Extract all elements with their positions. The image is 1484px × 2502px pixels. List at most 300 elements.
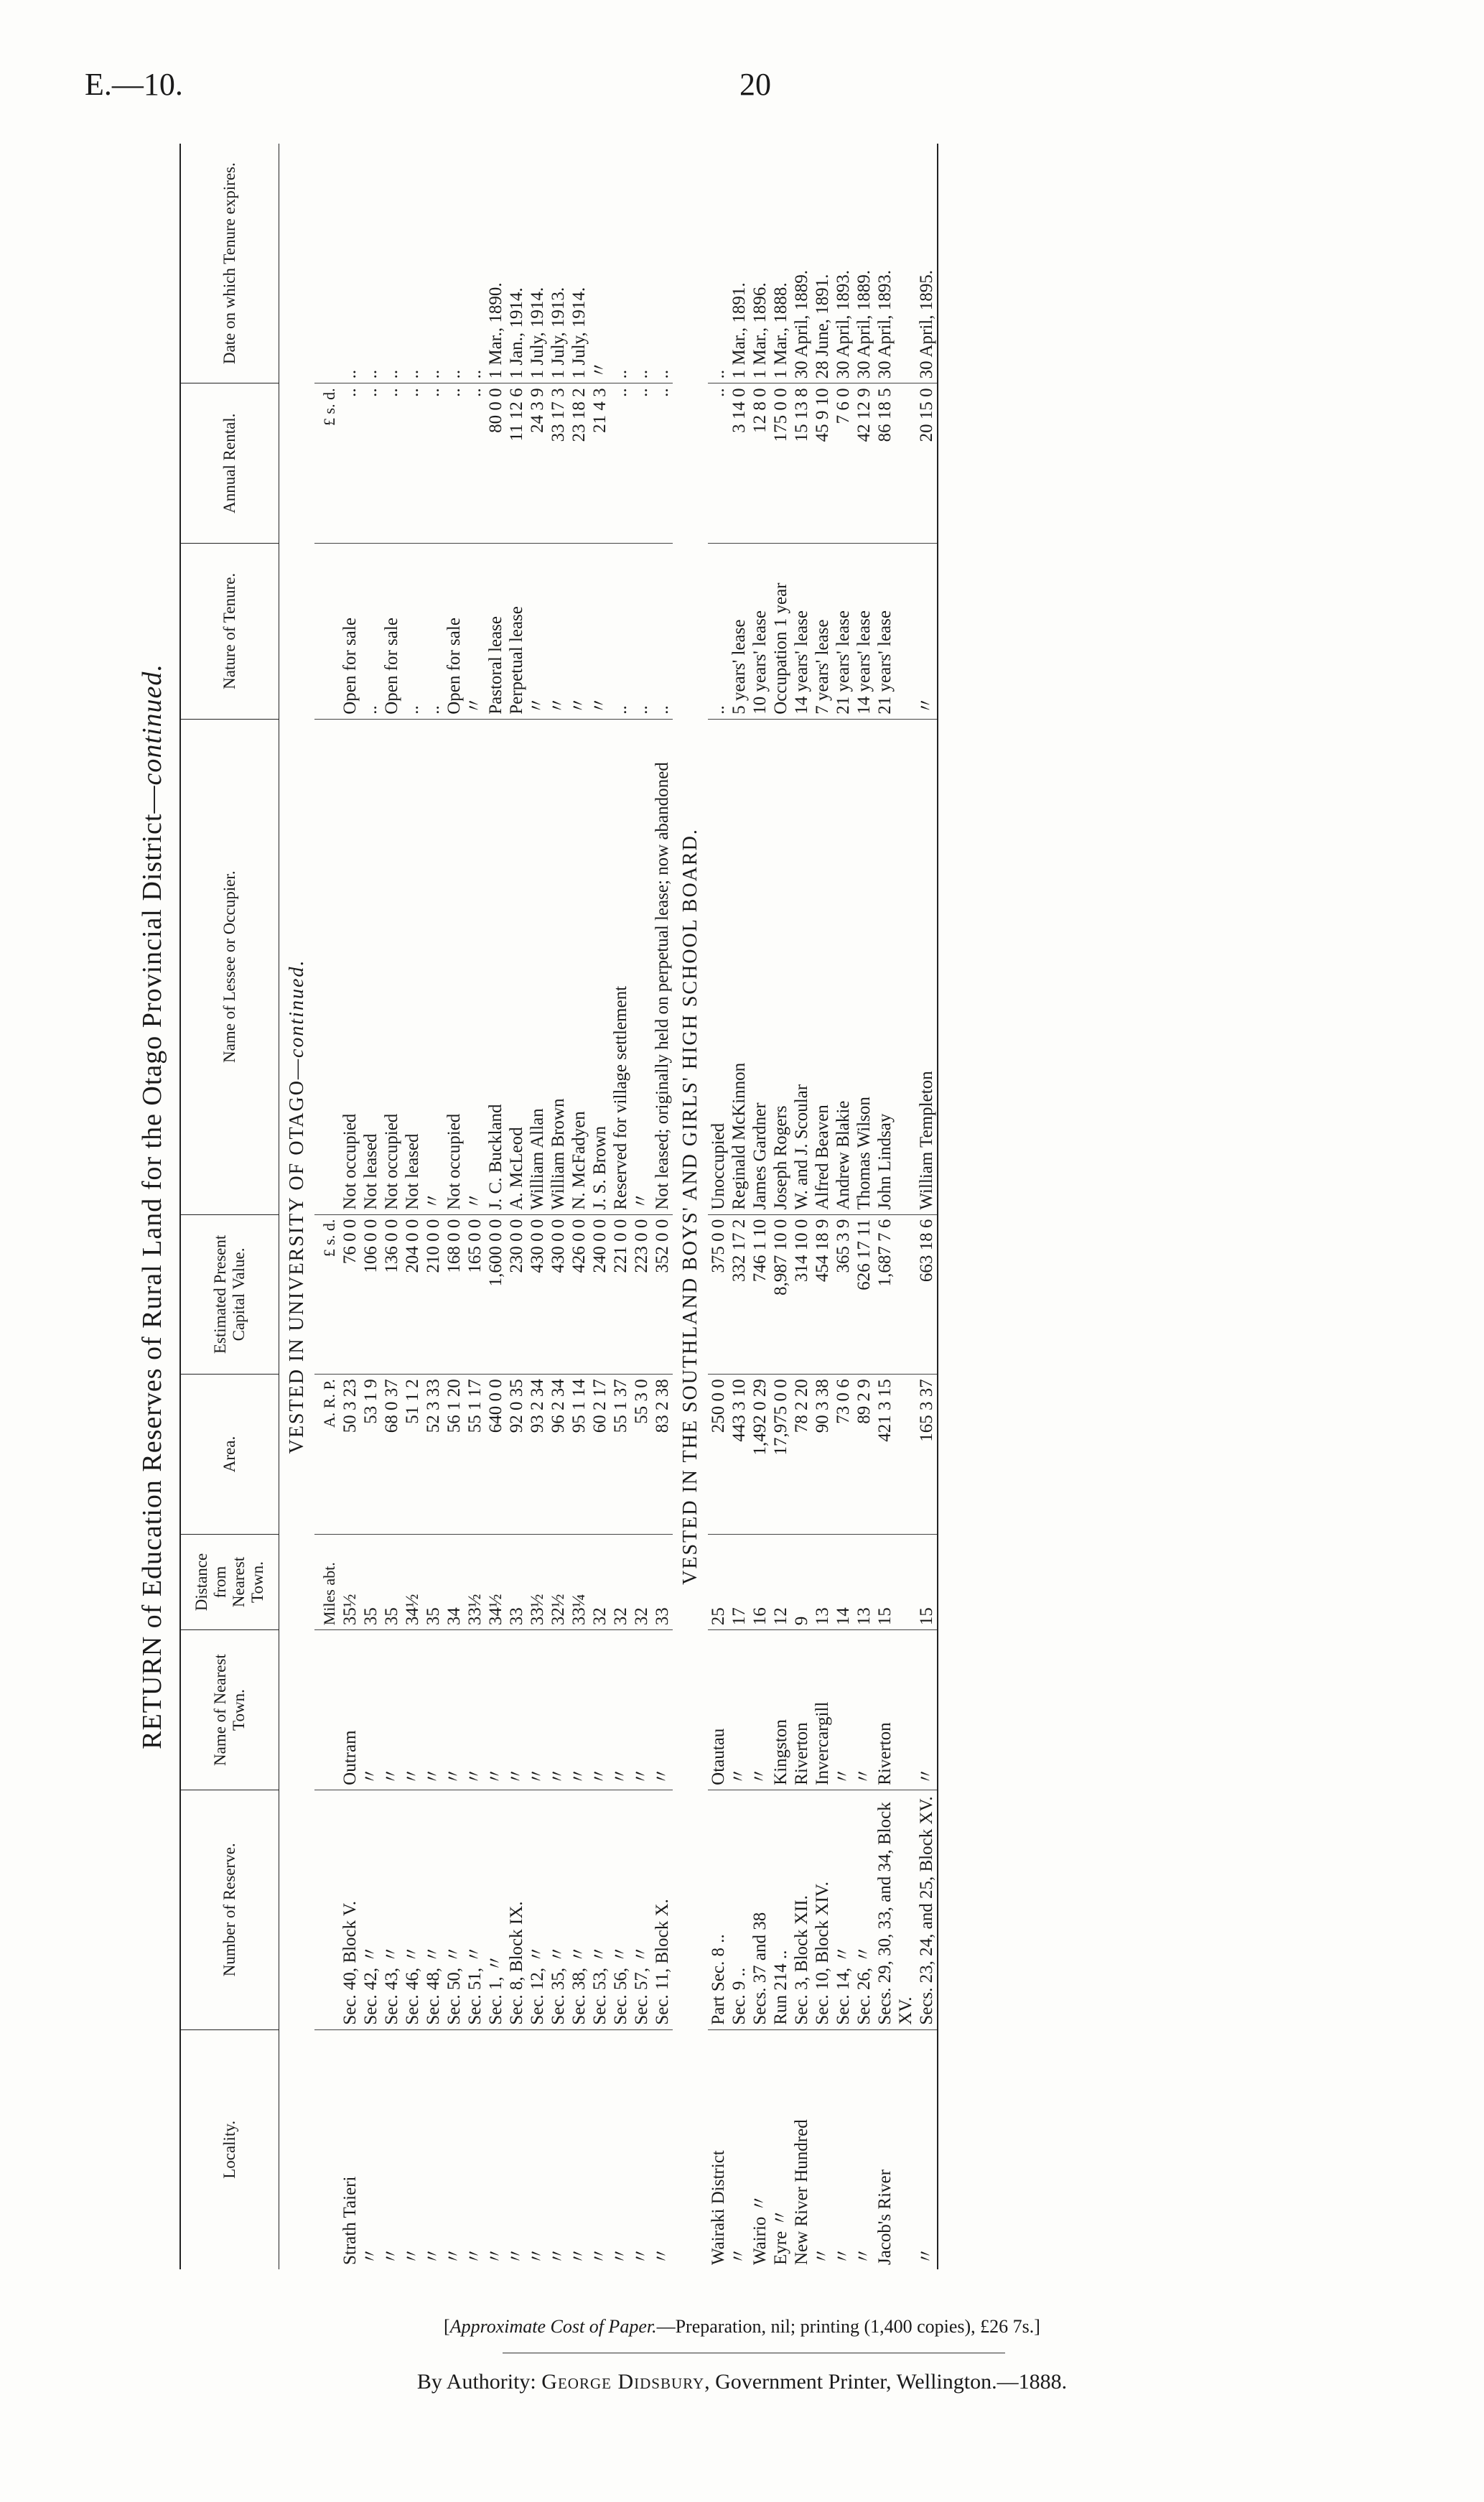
cell-tenure: 5 years' lease [729, 543, 750, 719]
cell-rental: 15 13 8 [791, 383, 812, 544]
cell-lessee: Not leased; originally held on perpetual lease; now abandoned [652, 719, 673, 1214]
cell-area: 68 0 37 [381, 1375, 402, 1535]
cell-area: 92 0 35 [506, 1375, 527, 1535]
cell-value: 204 0 0 [402, 1214, 423, 1375]
cell-area: 50 3 23 [340, 1375, 360, 1535]
cell-rental: 33 17 3 [548, 383, 569, 544]
section-heading: VESTED IN THE SOUTHLAND BOYS' AND GIRLS' HIGH SCHOOL BOARD. [679, 828, 701, 1585]
cell-tenure: 21 years' lease [874, 543, 916, 719]
cell-expires: .. [402, 144, 423, 383]
cell-value: 8,987 10 0 [770, 1214, 791, 1375]
cell-town: 〃 [465, 1630, 485, 1790]
cell-town: 〃 [381, 1630, 402, 1790]
cell-reserve: Sec. 14, 〃 [833, 1790, 854, 2029]
cell-distance: 33 [506, 1534, 527, 1630]
cell-tenure: Open for sale [444, 543, 465, 719]
cell-lessee: Not occupied [340, 719, 360, 1214]
col-header: Area. [180, 1375, 279, 1535]
cell-rental: 45 9 10 [812, 383, 833, 544]
col-header: Annual Rental. [180, 383, 279, 544]
cell-locality: 〃 [834, 2246, 853, 2265]
cell-reserve: Sec. 8, Block IX. [506, 1790, 527, 2029]
cell-area: 89 2 9 [854, 1375, 874, 1535]
cell-lessee: Not leased [402, 719, 423, 1214]
cell-distance: 33½ [465, 1534, 485, 1630]
cell-locality: 〃 [632, 2246, 651, 2265]
cell-tenure: .. [708, 543, 729, 719]
cell-reserve: Sec. 10, Block XIV. [812, 1790, 833, 2029]
cell-rental: 21 4 3 [589, 383, 610, 544]
cell-distance: 35½ [340, 1534, 360, 1630]
cell-town: 〃 [610, 1630, 631, 1790]
cell-lessee: William Brown [548, 719, 569, 1214]
cell-expires: 30 April, 1893. [833, 144, 854, 383]
cell-rental: 7 6 0 [833, 383, 854, 544]
cell-distance: 25 [708, 1534, 729, 1630]
cell-locality: Wairaki District [709, 2150, 728, 2265]
cell-rental: .. [652, 383, 673, 544]
table-row [916, 144, 938, 2269]
cell-rental: .. [610, 383, 631, 544]
section-heading-row [279, 144, 315, 2269]
cell-expires: 1 July, 1914. [569, 144, 589, 383]
cell-tenure: Open for sale [381, 543, 402, 719]
cell-expires: 1 Mar., 1888. [770, 144, 791, 383]
cell-tenure: .. [652, 543, 673, 719]
table-row [465, 144, 485, 2269]
cell-area: 52 3 33 [423, 1375, 444, 1535]
cell-rental: 86 18 5 [874, 383, 916, 544]
cell-town: Invercargill [812, 1630, 833, 1790]
report-title: RETURN of Education Reserves of Rural Land for the Otago Provincial District—continued. [137, 664, 167, 1749]
cell-reserve: Sec. 53, 〃 [589, 1790, 610, 2029]
cell-value: 221 0 0 [610, 1214, 631, 1375]
cell-value: 76 0 0 [340, 1214, 360, 1375]
cell-lessee: James Gardner [750, 719, 770, 1214]
table-row [791, 144, 812, 2269]
cell-distance: 34½ [402, 1534, 423, 1630]
cell-reserve: Sec. 48, 〃 [423, 1790, 444, 2029]
cell-rental: 3 14 0 [729, 383, 750, 544]
cell-distance: 35 [360, 1534, 381, 1630]
cell-lessee: Reserved for village settlement [610, 719, 631, 1214]
cell-locality: 〃 [813, 2246, 832, 2265]
cell-lessee: W. and J. Scoular [791, 719, 812, 1214]
cell-rental: .. [423, 383, 444, 544]
cell-value: 430 0 0 [548, 1214, 569, 1375]
cell-rental: 20 15 0 [916, 383, 938, 544]
cell-reserve: Sec. 50, 〃 [444, 1790, 465, 2029]
cell-expires: 1 Mar., 1890. [485, 144, 506, 383]
cell-expires: 30 April, 1895. [916, 144, 938, 383]
table-row [569, 144, 589, 2269]
cell-tenure: 14 years' lease [791, 543, 812, 719]
cell-lessee: 〃 [631, 719, 652, 1214]
col-header: Locality. [180, 2029, 279, 2269]
cell-town: Outram [340, 1630, 360, 1790]
table-row [423, 144, 444, 2269]
cell-rental: 12 8 0 [750, 383, 770, 544]
table-row [360, 144, 381, 2269]
cell-tenure: Occupation 1 year [770, 543, 791, 719]
cell-town: Kingston [770, 1630, 791, 1790]
cell-area: 55 1 17 [465, 1375, 485, 1535]
cell-distance: 32½ [548, 1534, 569, 1630]
cell-rental: 80 0 0 [485, 383, 506, 544]
cell-town: Riverton [874, 1630, 916, 1790]
table-row [548, 144, 569, 2269]
cell-reserve: Sec. 11, Block X. [652, 1790, 673, 2029]
cell-reserve: Sec. 35, 〃 [548, 1790, 569, 2029]
cell-town: Otautau [708, 1630, 729, 1790]
cell-rental: .. [360, 383, 381, 544]
cell-tenure: 〃 [589, 543, 610, 719]
cell-expires: .. [610, 144, 631, 383]
reserves-table [179, 144, 938, 2269]
cell-distance: 12 [770, 1534, 791, 1630]
cell-locality: 〃 [653, 2246, 672, 2265]
cell-tenure: .. [402, 543, 423, 719]
cell-lessee: Thomas Wilson [854, 719, 874, 1214]
cell-reserve: Secs. 37 and 38 [750, 1790, 770, 2029]
cell-reserve: Sec. 42, 〃 [360, 1790, 381, 2029]
cell-lessee: Not occupied [444, 719, 465, 1214]
cell-expires: .. [708, 144, 729, 383]
table-row [854, 144, 874, 2269]
cell-rental: .. [708, 383, 729, 544]
cell-distance: 32 [631, 1534, 652, 1630]
cell-expires: .. [360, 144, 381, 383]
rotated-table-block [122, 129, 1091, 2284]
cell-tenure: 〃 [569, 543, 589, 719]
cell-locality: 〃 [549, 2246, 568, 2265]
cell-lessee: John Lindsay [874, 719, 916, 1214]
cell-area: 55 3 0 [631, 1375, 652, 1535]
cell-rental: 11 12 6 [506, 383, 527, 544]
cell-area: 73 0 6 [833, 1375, 854, 1535]
unit-area: A. R. P. [314, 1375, 340, 1535]
cell-expires: 1 Mar., 1891. [729, 144, 750, 383]
cell-reserve: Sec. 26, 〃 [854, 1790, 874, 2029]
cell-area: 165 3 37 [916, 1375, 938, 1535]
cell-area: 250 0 0 [708, 1375, 729, 1535]
cell-area: 56 1 20 [444, 1375, 465, 1535]
cell-locality: 〃 [729, 2246, 749, 2265]
cell-tenure: 〃 [916, 543, 938, 719]
cell-locality: 〃 [611, 2246, 630, 2265]
cell-area: 1,492 0 29 [750, 1375, 770, 1535]
cell-rental: 24 3 9 [527, 383, 548, 544]
cell-value: 223 0 0 [631, 1214, 652, 1375]
cell-lessee: 〃 [465, 719, 485, 1214]
table-row [631, 144, 652, 2269]
cell-town: 〃 [485, 1630, 506, 1790]
cell-area: 96 2 34 [548, 1375, 569, 1535]
cell-locality: 〃 [507, 2246, 526, 2265]
table-row [874, 144, 916, 2269]
cell-value: 746 1 10 [750, 1214, 770, 1375]
cell-expires: 1 July, 1913. [548, 144, 569, 383]
cell-town: 〃 [569, 1630, 589, 1790]
cell-lessee: Not leased [360, 719, 381, 1214]
cell-locality: 〃 [569, 2246, 589, 2265]
cell-tenure: .. [631, 543, 652, 719]
cell-tenure: 14 years' lease [854, 543, 874, 719]
cell-reserve: Sec. 12, 〃 [527, 1790, 548, 2029]
table-body [279, 144, 938, 2269]
cell-expires: .. [465, 144, 485, 383]
cell-distance: 14 [833, 1534, 854, 1630]
cell-expires: .. [340, 144, 360, 383]
cell-lessee: A. McLeod [506, 719, 527, 1214]
cell-town: 〃 [652, 1630, 673, 1790]
cost-note: [Approximate Cost of Paper.—Preparation, nil; printing (1,400 copies), £26 7s.] [444, 2316, 1040, 2337]
cell-reserve: Part Sec. 8 .. [708, 1790, 729, 2029]
cell-rental: .. [381, 383, 402, 544]
cell-expires: .. [652, 144, 673, 383]
unit-rental: £ s. d. [314, 383, 340, 544]
cell-value: 663 18 6 [916, 1214, 938, 1375]
cell-distance: 32 [589, 1534, 610, 1630]
table-row [485, 144, 506, 2269]
cell-value: 240 0 0 [589, 1214, 610, 1375]
cell-tenure: .. [423, 543, 444, 719]
cell-reserve: Sec. 40, Block V. [340, 1790, 360, 2029]
cell-lessee: Unoccupied [708, 719, 729, 1214]
cell-town: 〃 [854, 1630, 874, 1790]
cell-area: 90 3 38 [812, 1375, 833, 1535]
cell-rental: .. [402, 383, 423, 544]
cell-value: 626 17 11 [854, 1214, 874, 1375]
cell-reserve: Sec. 1, 〃 [485, 1790, 506, 2029]
unit-distance: Miles abt. [314, 1534, 340, 1630]
cell-town: 〃 [548, 1630, 569, 1790]
cell-expires: 1 Mar., 1896. [750, 144, 770, 383]
cell-rental: 42 12 9 [854, 383, 874, 544]
cell-distance: 33 [652, 1534, 673, 1630]
cell-lessee: 〃 [423, 719, 444, 1214]
units-row [314, 144, 340, 2269]
cell-expires: .. [631, 144, 652, 383]
cell-town: 〃 [916, 1630, 938, 1790]
cell-value: 426 0 0 [569, 1214, 589, 1375]
cell-town: 〃 [729, 1630, 750, 1790]
col-header: Estimated Present Capital Value. [180, 1214, 279, 1375]
cell-distance: 34 [444, 1534, 465, 1630]
cell-expires: 〃 [589, 144, 610, 383]
cell-reserve: Run 214 .. [770, 1790, 791, 2029]
col-header: Distance from Nearest Town. [180, 1534, 279, 1630]
col-header: Date on which Tenure expires. [180, 144, 279, 383]
cell-distance: 33¼ [569, 1534, 589, 1630]
cell-tenure: Open for sale [340, 543, 360, 719]
cell-lessee: J. S. Brown [589, 719, 610, 1214]
cell-locality: Strath Taieri [340, 2176, 360, 2265]
cell-area: 51 1 2 [402, 1375, 423, 1535]
cell-expires: 1 Jan., 1914. [506, 144, 527, 383]
section-heading: VESTED IN UNIVERSITY OF OTAGO—continued. [286, 959, 308, 1454]
cell-rental: .. [465, 383, 485, 544]
cell-distance: 35 [423, 1534, 444, 1630]
cell-locality: 〃 [444, 2246, 464, 2265]
cell-value: 210 0 0 [423, 1214, 444, 1375]
cell-tenure: 〃 [527, 543, 548, 719]
table-row [381, 144, 402, 2269]
cell-value: 106 0 0 [360, 1214, 381, 1375]
cell-lessee: Reginald McKinnon [729, 719, 750, 1214]
table-row [610, 144, 631, 2269]
cell-tenure: 21 years' lease [833, 543, 854, 719]
cell-tenure: Pastoral lease [485, 543, 506, 719]
cell-reserve: Sec. 3, Block XII. [791, 1790, 812, 2029]
cell-distance: 9 [791, 1534, 812, 1630]
section-heading-row [673, 144, 708, 2269]
cell-locality: 〃 [854, 2246, 874, 2265]
cell-rental: 175 0 0 [770, 383, 791, 544]
cell-tenure: .. [360, 543, 381, 719]
table-row [340, 144, 360, 2269]
cell-reserve: Secs. 29, 30, 33, and 34, Block XV. [874, 1790, 916, 2029]
cell-town: 〃 [506, 1630, 527, 1790]
table-row [812, 144, 833, 2269]
cell-lessee: Not occupied [381, 719, 402, 1214]
cell-reserve: Secs. 23, 24, and 25, Block XV. [916, 1790, 938, 2029]
imprint: By Authority: George Didsbury, Government Printer, Wellington.—1888. [416, 2370, 1068, 2394]
cell-reserve: Sec. 57, 〃 [631, 1790, 652, 2029]
table-header-row [180, 144, 279, 2269]
cell-expires: 30 April, 1893. [874, 144, 916, 383]
cell-town: 〃 [402, 1630, 423, 1790]
cell-distance: 34½ [485, 1534, 506, 1630]
col-header: Nature of Tenure. [180, 543, 279, 719]
cell-distance: 15 [916, 1534, 938, 1630]
cell-value: 430 0 0 [527, 1214, 548, 1375]
table-row [527, 144, 548, 2269]
cell-tenure: 10 years' lease [750, 543, 770, 719]
table-row [652, 144, 673, 2269]
cell-tenure: Perpetual lease [506, 543, 527, 719]
cell-value: 1,687 7 6 [874, 1214, 916, 1375]
cell-locality: 〃 [486, 2246, 505, 2265]
cell-town: 〃 [750, 1630, 770, 1790]
cell-locality: New River Hundred [792, 2119, 811, 2265]
cell-tenure: 〃 [548, 543, 569, 719]
cell-area: 421 3 15 [874, 1375, 916, 1535]
cell-rental: .. [631, 383, 652, 544]
page-number: 20 [739, 67, 771, 102]
cell-area: 95 1 14 [569, 1375, 589, 1535]
cell-area: 443 3 10 [729, 1375, 750, 1535]
cell-value: 165 0 0 [465, 1214, 485, 1375]
cell-reserve: Sec. 51, 〃 [465, 1790, 485, 2029]
col-header: Name of Lessee or Occupier. [180, 719, 279, 1214]
cell-area: 55 1 37 [610, 1375, 631, 1535]
cell-town: 〃 [589, 1630, 610, 1790]
cell-rental: 23 18 2 [569, 383, 589, 544]
cell-value: 230 0 0 [506, 1214, 527, 1375]
table-row [750, 144, 770, 2269]
cell-area: 83 2 38 [652, 1375, 673, 1535]
cell-locality: 〃 [424, 2246, 443, 2265]
cell-expires: 30 April, 1889. [791, 144, 812, 383]
cell-reserve: Sec. 46, 〃 [402, 1790, 423, 2029]
cell-town: Riverton [791, 1630, 812, 1790]
col-header: Number of Reserve. [180, 1790, 279, 2029]
document-code: E.—10. [85, 67, 183, 102]
cell-value: 454 18 9 [812, 1214, 833, 1375]
cell-expires: 1 July, 1914. [527, 144, 548, 383]
table-row [402, 144, 423, 2269]
unit-value: £ s. d. [314, 1214, 340, 1375]
cell-locality: 〃 [528, 2246, 547, 2265]
cell-lessee: William Allan [527, 719, 548, 1214]
cell-distance: 35 [381, 1534, 402, 1630]
cell-expires: 30 April, 1889. [854, 144, 874, 383]
table-row [589, 144, 610, 2269]
cell-locality: 〃 [361, 2246, 381, 2265]
cell-reserve: Sec. 9 .. [729, 1790, 750, 2029]
cell-locality: Jacob's River [875, 2170, 895, 2265]
cell-area: 93 2 34 [527, 1375, 548, 1535]
cell-tenure: 7 years' lease [812, 543, 833, 719]
cell-lessee: N. McFadyen [569, 719, 589, 1214]
cell-expires: .. [444, 144, 465, 383]
cell-expires: .. [381, 144, 402, 383]
cell-locality: 〃 [590, 2246, 610, 2265]
cell-reserve: Sec. 38, 〃 [569, 1790, 589, 2029]
cell-town: 〃 [631, 1630, 652, 1790]
cell-value: 352 0 0 [652, 1214, 673, 1375]
table-row [770, 144, 791, 2269]
cell-reserve: Sec. 56, 〃 [610, 1790, 631, 2029]
cell-distance: 15 [874, 1534, 916, 1630]
cell-lessee: Alfred Beaven [812, 719, 833, 1214]
cell-tenure: .. [610, 543, 631, 719]
cell-town: 〃 [423, 1630, 444, 1790]
cell-locality: 〃 [916, 2029, 938, 2269]
cell-town: 〃 [360, 1630, 381, 1790]
cell-distance: 13 [812, 1534, 833, 1630]
cell-expires: .. [423, 144, 444, 383]
cell-rental: .. [444, 383, 465, 544]
cell-value: 332 17 2 [729, 1214, 750, 1375]
cell-town: 〃 [527, 1630, 548, 1790]
cell-locality: 〃 [382, 2246, 401, 2265]
table-row [506, 144, 527, 2269]
cell-reserve: Sec. 43, 〃 [381, 1790, 402, 2029]
table-row [444, 144, 465, 2269]
cell-lessee: Andrew Blakie [833, 719, 854, 1214]
cell-value: 136 0 0 [381, 1214, 402, 1375]
table-row [833, 144, 854, 2269]
cell-value: 314 10 0 [791, 1214, 812, 1375]
cell-area: 17,975 0 0 [770, 1375, 791, 1535]
cell-area: 640 0 0 [485, 1375, 506, 1535]
cell-expires: 28 June, 1891. [812, 144, 833, 383]
cell-area: 53 1 9 [360, 1375, 381, 1535]
cell-distance: 13 [854, 1534, 874, 1630]
cell-lessee: William Templeton [916, 719, 938, 1214]
table-row [708, 144, 729, 2269]
cell-lessee: Joseph Rogers [770, 719, 791, 1214]
cell-locality: 〃 [465, 2246, 485, 2265]
cell-locality: Eyre 〃 [771, 2208, 790, 2265]
cell-locality: 〃 [403, 2246, 422, 2265]
cell-value: 365 3 9 [833, 1214, 854, 1375]
cell-lessee: J. C. Buckland [485, 719, 506, 1214]
page-header [0, 66, 1484, 109]
cell-value: 1,600 0 0 [485, 1214, 506, 1375]
